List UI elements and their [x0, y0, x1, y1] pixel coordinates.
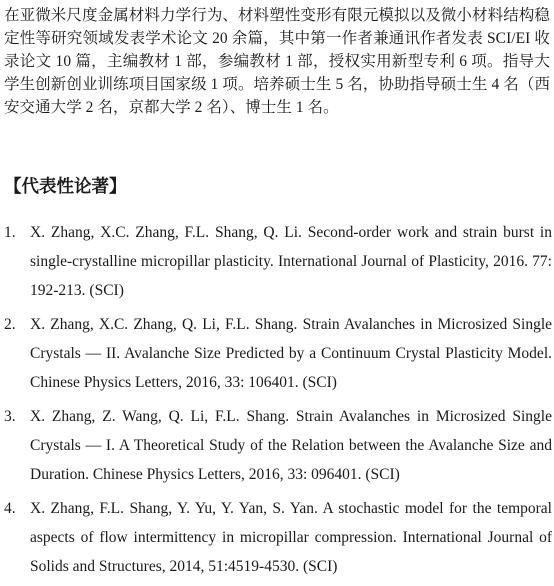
publication-citation: X. Zhang, X.C. Zhang, F.L. Shang, Q. Li. Second-order work and strain burst in single-crystalline micropillar plasticity. International Journal of Plasticity, 2016. 77: 192-213. (SCI): [30, 224, 552, 299]
publication-number: 4.: [4, 500, 16, 517]
publication-list: [0, 218, 554, 586]
section-heading-representative-works: 【代表性论著】: [4, 176, 127, 196]
publication-number: 3.: [4, 408, 16, 425]
publication-item: [0, 494, 554, 581]
publication-citation: X. Zhang, Z. Wang, Q. Li, F.L. Shang. Strain Avalanches in Microsized Single Crystals — I. A Theoretical Study of the Relation between the Avalanche Size and Duration. Chinese Physics Letters, 2016, 33: 096401. (SCI): [30, 408, 552, 483]
publication-number: 1.: [4, 224, 16, 241]
publication-citation: X. Zhang, X.C. Zhang, Q. Li, F.L. Shang. Strain Avalanches in Microsized Single Crystals — II. Avalanche Size Predicted by a Continuum Crystal Plasticity Model. Chinese Physics Letters, 2016, 33: 106401. (SCI): [30, 316, 552, 391]
publication-number: 2.: [4, 316, 16, 333]
publication-citation: X. Zhang, F.L. Shang, Y. Yu, Y. Yan, S. Yan. A stochastic model for the temporal aspects of flow intermittency in micropillar compression. International Journal of Solids and Structures, 2014, 51:4519-4530. (SCI): [30, 500, 552, 575]
publication-item: [0, 402, 554, 489]
publication-item: [0, 310, 554, 397]
intro-paragraph: 在亚微米尺度金属材料力学行为、材料塑性变形有限元模拟以及微小材料结构稳定性等研究领域发表学术论文 20 余篇，其中第一作者兼通讯作者发表 SCI/EI 收录论文 10 篇，主编教材 1 部，参编教材 1 部，授权实用新型专利 6 项。指导大学生创新创业训练项目国家级 1 项。培养硕士生 5 名，协助指导硕士生 4 名（西安交通大学 2 名，京都大学 2 名）、博士生 1 名。: [4, 7, 550, 116]
publication-item: [0, 218, 554, 305]
